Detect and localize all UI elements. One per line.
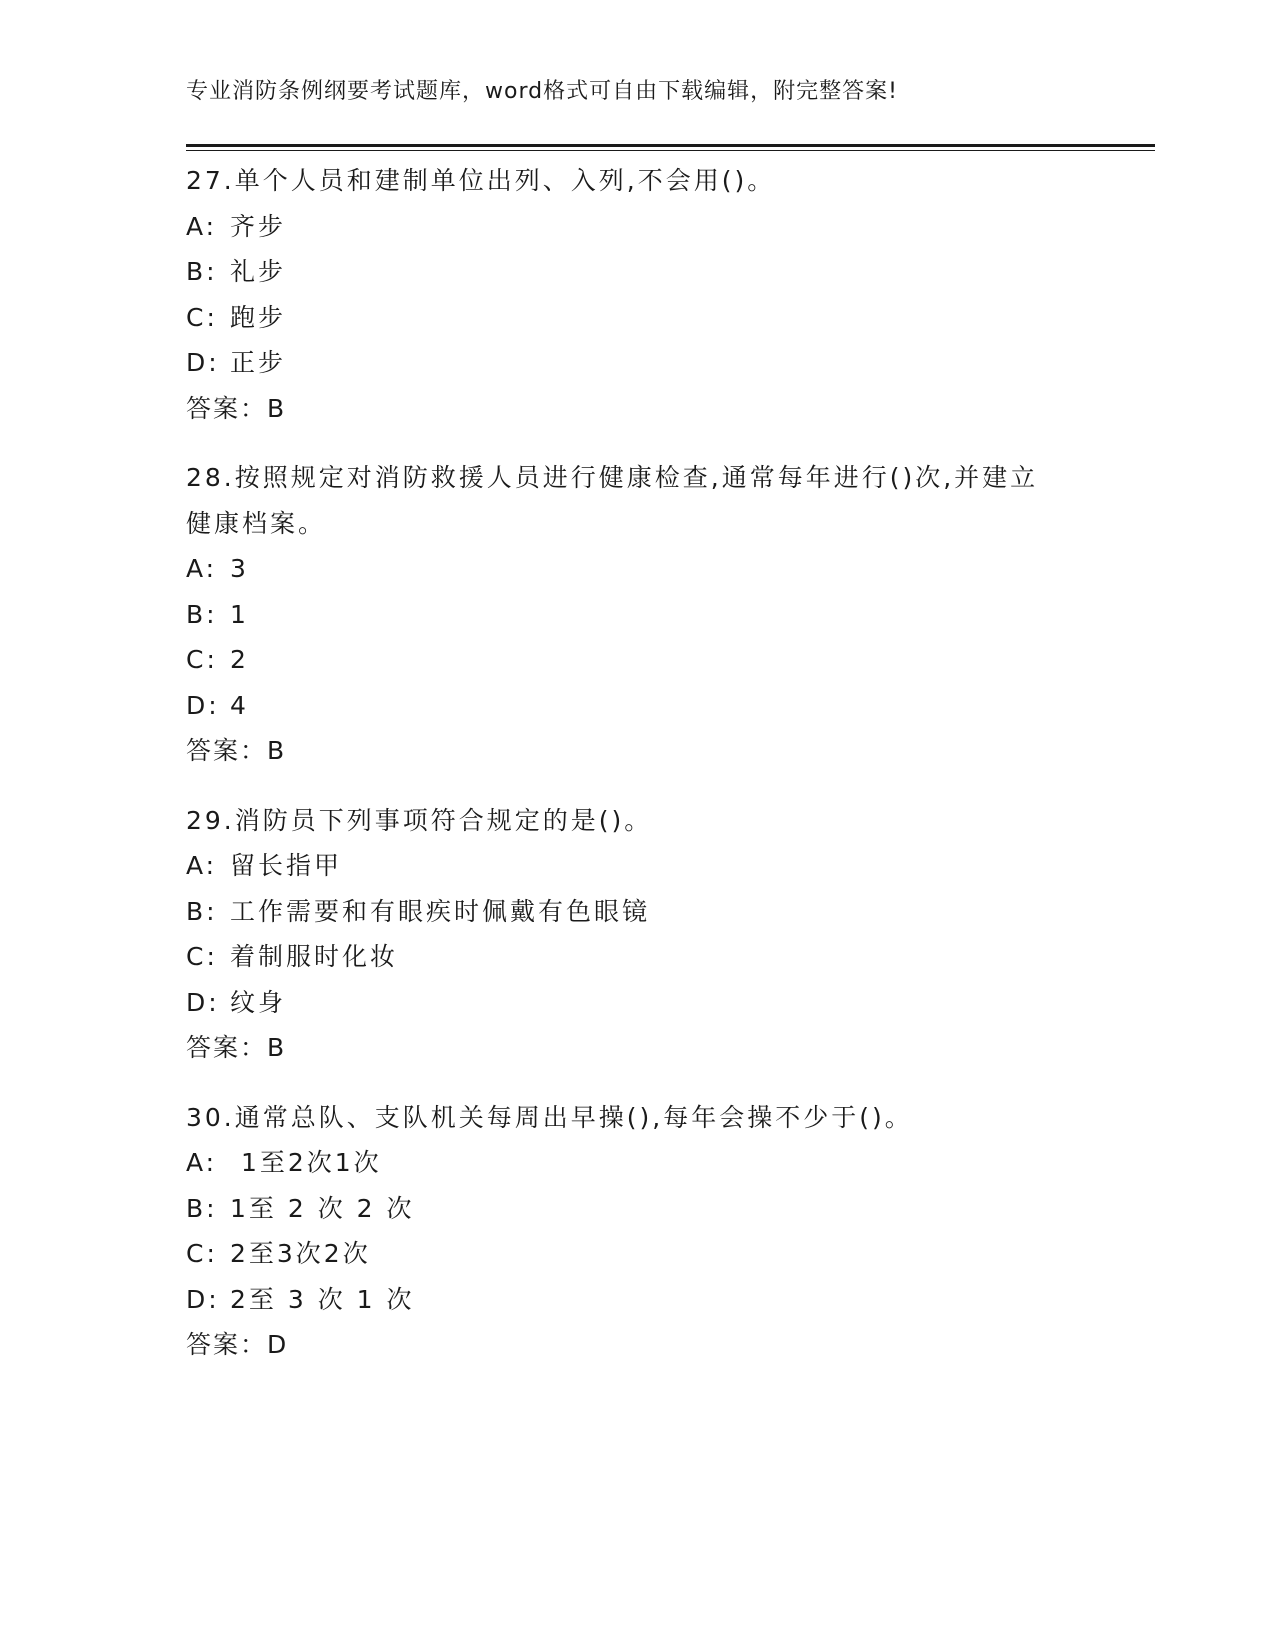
option-a [186,204,1086,250]
option-label: B: [186,599,218,629]
question-stem: 28.按照规定对消防救援人员进行健康检查,通常每年进行()次,并建立健康档案。 [186,463,1039,538]
option-c [186,1231,1086,1277]
option-text: 着制服时化妆 [230,942,399,971]
option-label: B: [186,896,218,926]
option-text: 3 [230,554,249,583]
option-d [186,683,1086,729]
option-a [186,1140,1086,1186]
option-label: C: [186,1239,218,1268]
header-rule-thin [186,150,1155,151]
option-label: A: [186,211,218,241]
answer: 答案：B [186,736,287,765]
option-label: D: [186,987,220,1017]
option-label: C: [186,942,218,971]
option-b [186,889,1086,935]
option-label: B: [186,257,218,286]
option-text: 2至 3 次 1 次 [230,1284,415,1314]
option-label: A: [186,1148,218,1177]
option-d [186,1277,1086,1323]
option-label: D: [186,690,220,720]
option-d [186,980,1086,1026]
question-stem: 30.通常总队、支队机关每周出早操(),每年会操不少于()。 [186,1102,913,1132]
option-text: 1至 2 次 2 次 [230,1193,415,1223]
answer: 答案：D [186,1330,289,1359]
option-b [186,249,1086,295]
option-c [186,934,1086,980]
option-text: 工作需要和有眼疾时佩戴有色眼镜 [230,896,651,926]
option-text: 4 [230,690,249,720]
option-label: D: [186,348,220,377]
option-text: 礼步 [230,257,287,286]
option-text: 2 [230,645,249,674]
option-label: B: [186,1193,218,1223]
option-a [186,546,1086,592]
option-label: A: [186,851,218,880]
page-header: 专业消防条例纲要考试题库，word格式可自由下载编辑，附完整答案! [186,79,898,104]
option-c [186,295,1086,341]
option-text: 2至3次2次 [230,1239,371,1268]
question-stem: 29.消防员下列事项符合规定的是()。 [186,805,653,835]
question-28 [186,455,1086,774]
option-text: 1至2次1次 [230,1148,382,1177]
option-c [186,637,1086,683]
question-30 [186,1095,1086,1368]
option-label: D: [186,1284,220,1314]
option-label: C: [186,645,218,674]
option-text: 1 [230,599,249,629]
option-label: A: [186,554,218,583]
option-b [186,1186,1086,1232]
option-d [186,340,1086,386]
question-27 [186,158,1086,431]
option-text: 跑步 [230,302,287,332]
option-label: C: [186,302,218,332]
answer: 答案：B [186,1033,287,1062]
question-stem: 27.单个人员和建制单位出列、入列,不会用()。 [186,166,776,195]
option-text: 留长指甲 [230,851,343,880]
question-29 [186,798,1086,1071]
option-b [186,592,1086,638]
question-list [186,158,1086,1392]
option-a [186,843,1086,889]
answer: 答案：B [186,393,287,423]
option-text: 纹身 [230,987,287,1017]
option-text: 正步 [230,348,287,377]
header-rule-thick [186,144,1155,147]
option-text: 齐步 [230,211,287,241]
